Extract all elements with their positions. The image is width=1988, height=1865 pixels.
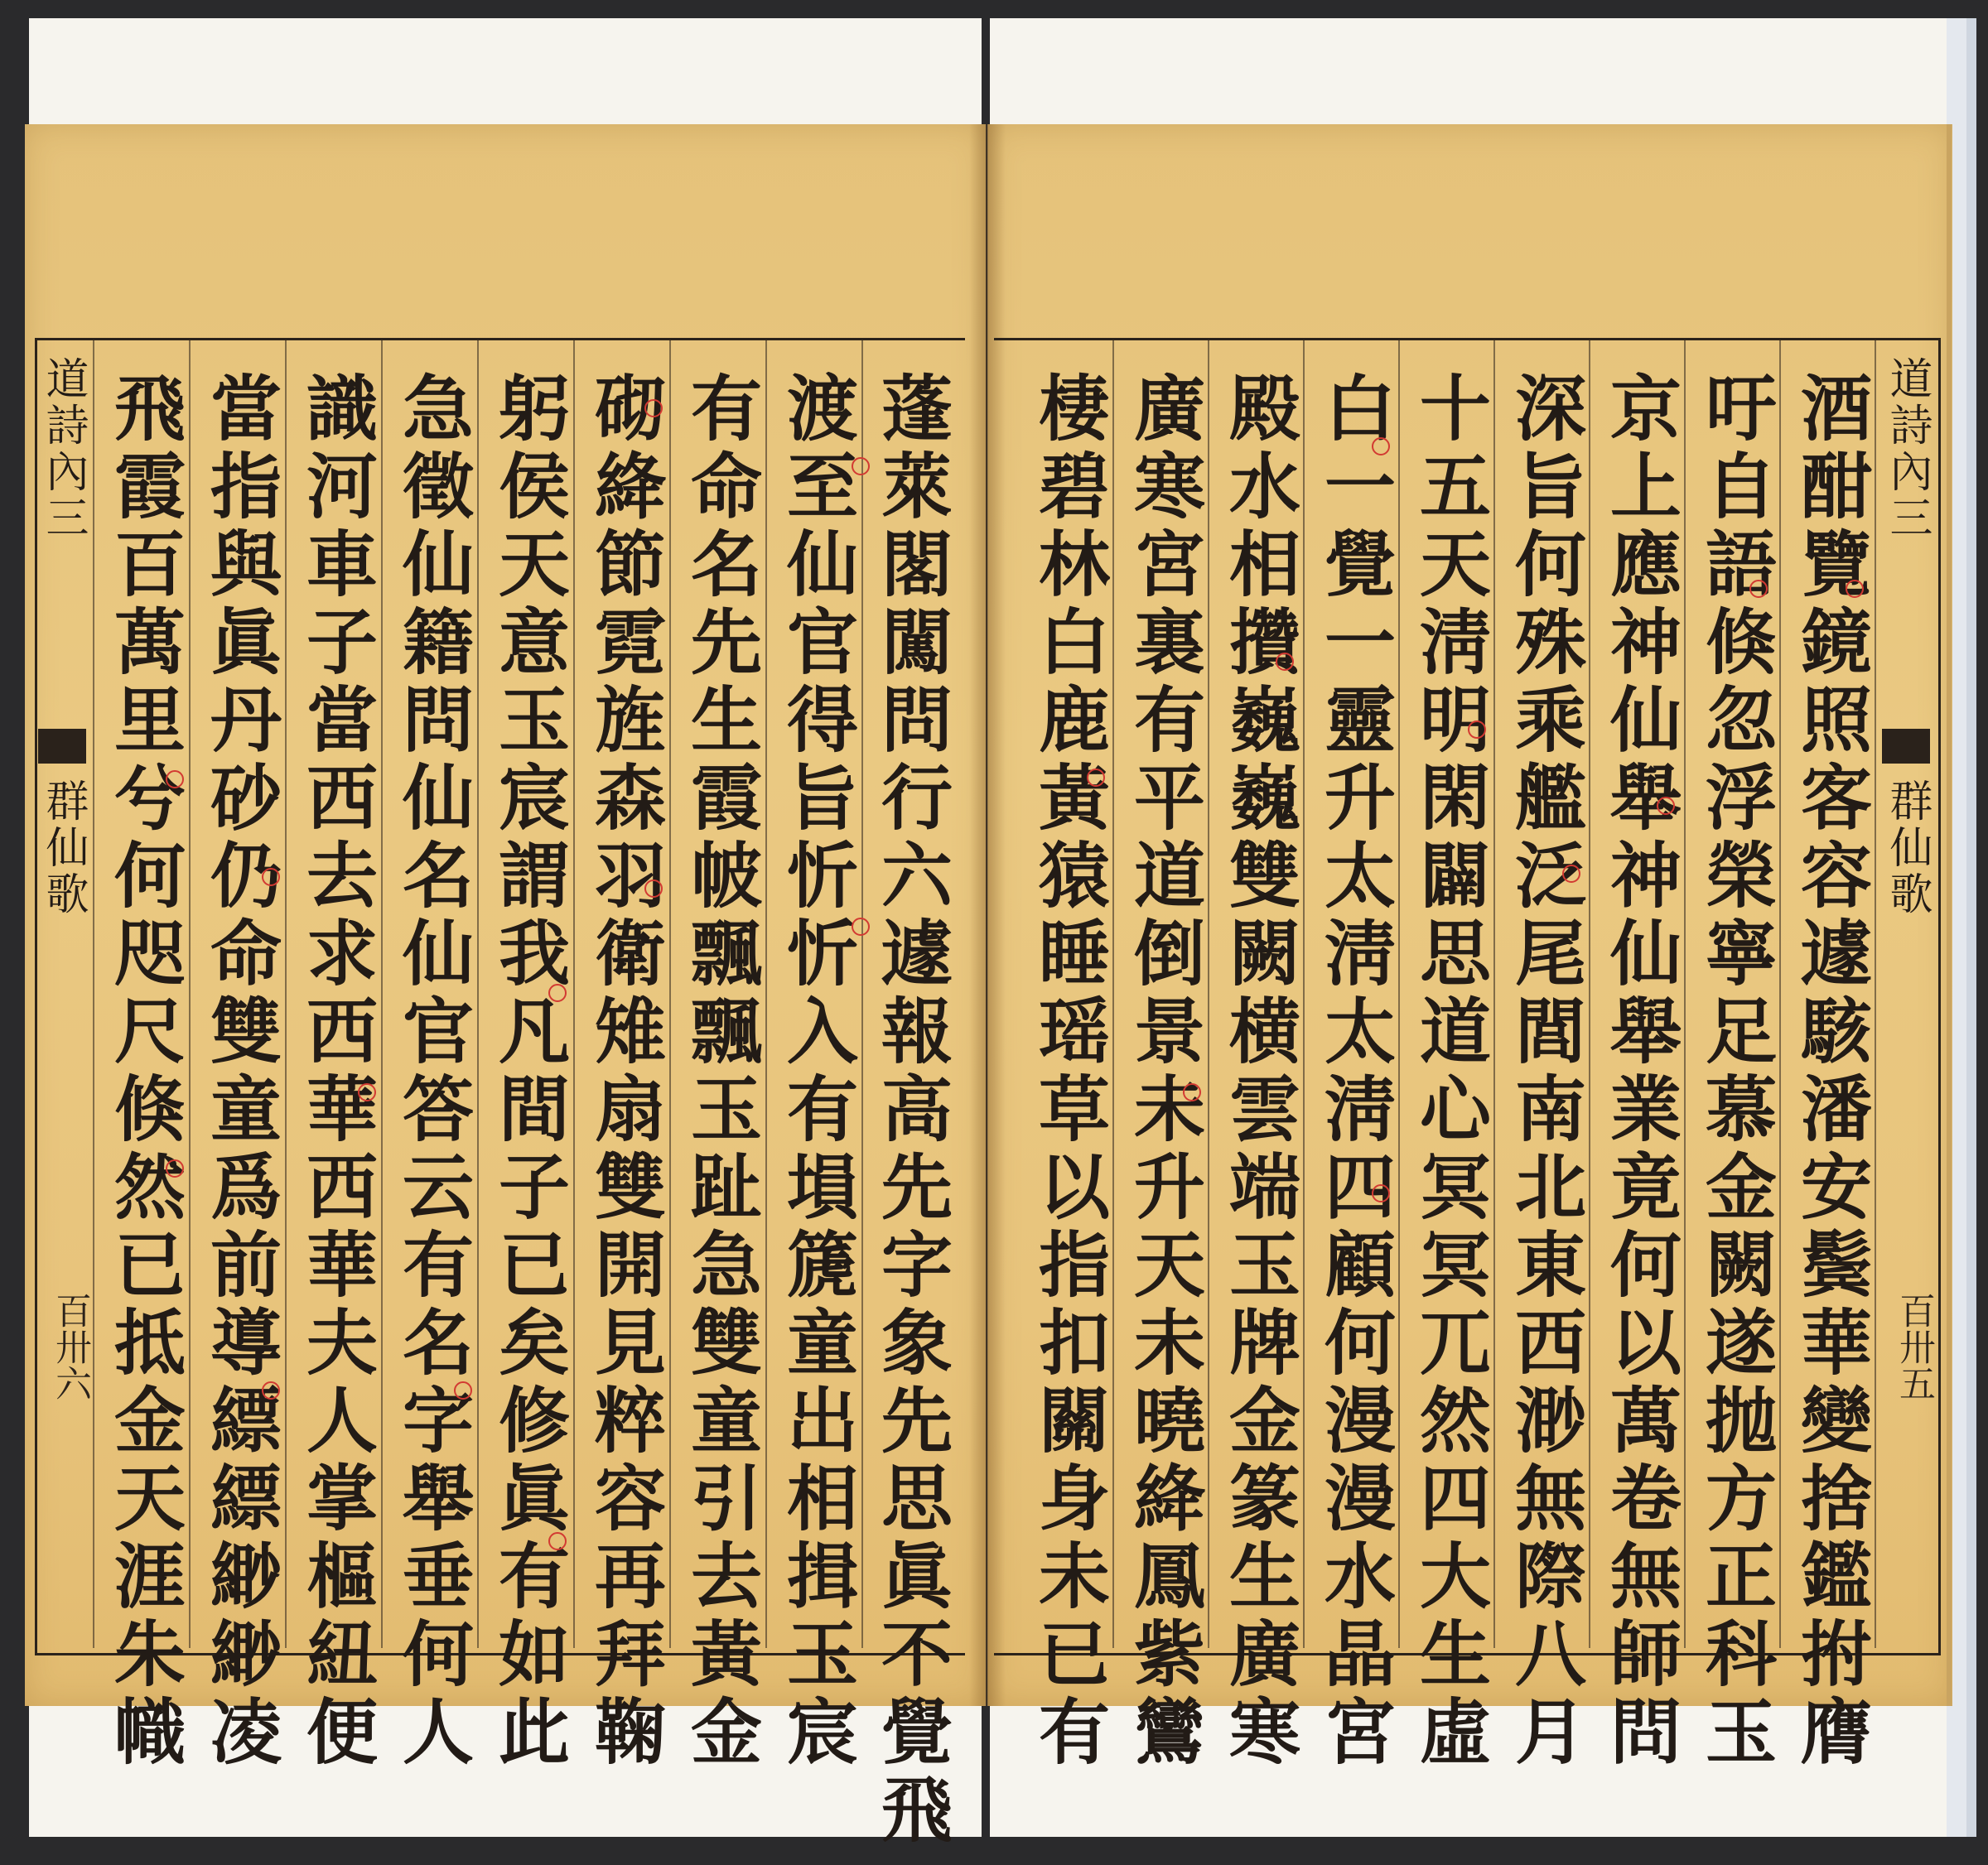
column-rule: [1112, 340, 1114, 1648]
punctuation-circle: [548, 984, 567, 1002]
left-column-6: [389, 371, 474, 1772]
column-rule: [1684, 340, 1686, 1648]
right-folio: 百卅五: [1893, 1292, 1935, 1401]
right-column-8: [1121, 371, 1205, 1772]
column-text: 當指與眞丹砂仍命雙童爲前導縹縹緲緲凌: [198, 371, 282, 1772]
punctuation-circle: [852, 457, 870, 475]
punctuation-circle: [1749, 580, 1768, 598]
column-text: 飛霞百萬里兮何咫尺倏然已抵金天涯朱幟: [102, 371, 186, 1772]
right-column-6: [1311, 371, 1396, 1772]
column-rule: [1303, 340, 1305, 1648]
right-column-1: [1788, 371, 1872, 1772]
column-text: 殿水相攢巍巍雙闕横雲端玉牌金篆生廣寒: [1217, 371, 1300, 1772]
column-text: 識河車子當西去求西華西華夫人掌樞紐便: [294, 371, 378, 1772]
left-column-8: [197, 371, 282, 1772]
column-text: 蓬萊閣闖問行六遽報高先字象先思眞不覺飛: [869, 371, 953, 1850]
column-text: 吁自語倏忽浮榮寧足慕金闕遂抛方正科玉: [1693, 371, 1777, 1772]
column-text: 廣寒宮裏有平道倒景未升天未曉絳鳳紫鸞: [1122, 371, 1205, 1772]
punctuation-circle: [852, 918, 870, 936]
left-folio: 百卅六: [49, 1292, 91, 1401]
punctuation-circle: [1087, 769, 1105, 787]
column-text: 白一覺一靈升太淸太淸四顧何漫漫水晶宮: [1312, 371, 1396, 1772]
left-banxin-title: 道詩內三: [38, 356, 88, 542]
column-rule: [1493, 340, 1495, 1648]
punctuation-circle: [1657, 797, 1675, 815]
page-edge-shadow: [1966, 18, 1976, 1837]
punctuation-circle: [1562, 865, 1580, 883]
right-column-9: [1025, 371, 1110, 1772]
right-column-3: [1597, 371, 1682, 1772]
column-text: 京上應神仙舉神仙舉業竟何以萬卷無師問: [1598, 371, 1682, 1772]
leaf-edge: [1947, 124, 1952, 1706]
punctuation-circle: [548, 1532, 567, 1550]
column-rule: [669, 340, 671, 1648]
right-column-5: [1407, 371, 1491, 1772]
column-rule: [1779, 340, 1781, 1648]
punctuation-circle: [454, 1381, 472, 1400]
punctuation-circle: [1468, 720, 1486, 739]
column-rule: [1398, 340, 1400, 1648]
column-rule: [765, 340, 767, 1648]
punctuation-circle: [644, 399, 663, 417]
left-column-9: [101, 371, 186, 1772]
right-column-4: [1502, 371, 1586, 1772]
column-rule: [189, 340, 191, 1648]
punctuation-circle: [1372, 437, 1390, 455]
punctuation-circle: [262, 868, 280, 886]
column-text: 砌絳節霓旌森羽衛雉扇雙開見粹容再拜鞠: [582, 371, 666, 1772]
punctuation-circle: [358, 1083, 376, 1101]
column-rule: [477, 340, 479, 1648]
punctuation-circle: [644, 879, 663, 898]
punctuation-circle: [1372, 1184, 1390, 1202]
punctuation-circle: [1846, 580, 1864, 598]
left-column-1: [868, 371, 953, 1850]
punctuation-circle: [166, 770, 184, 788]
punctuation-circle: [262, 1381, 280, 1400]
column-text: 十五天淸明閑闢思道心冥冥兀然四大生虛: [1407, 371, 1491, 1772]
punctuation-circle: [1183, 1083, 1201, 1101]
column-text: 深旨何殊乘艦泛尾閭南北東西渺無際八月: [1503, 371, 1586, 1772]
right-banxin: [1882, 340, 1935, 1648]
right-banxin-section: 群仙歌: [1882, 778, 1932, 918]
fishtail-mark: [38, 729, 86, 764]
column-text: 酒酣覽鏡照客容遽駭潘安鬓華變捨鑑拊膺: [1788, 371, 1872, 1772]
column-rule: [1875, 340, 1876, 1648]
column-rule: [93, 340, 94, 1648]
column-text: 棲碧林白鹿黃猿睡瑶草以指扣關身未已有: [1026, 371, 1110, 1772]
left-column-2: [774, 371, 858, 1772]
right-column-2: [1692, 371, 1777, 1772]
column-rule: [381, 340, 383, 1648]
column-rule: [1208, 340, 1209, 1648]
left-banxin-section: 群仙歌: [38, 778, 88, 918]
column-text: 躬侯天意玉宸謂我凡間子已矣修眞有如此: [486, 371, 570, 1772]
left-column-7: [293, 371, 378, 1772]
column-rule: [285, 340, 287, 1648]
column-rule: [1589, 340, 1590, 1648]
left-column-4: [581, 371, 666, 1772]
punctuation-circle: [166, 1159, 184, 1178]
left-column-3: [678, 371, 762, 1772]
column-text: 急徵仙籍問仙名仙官答云有名字舉垂何人: [390, 371, 474, 1772]
column-rule: [573, 340, 575, 1648]
right-column-7: [1216, 371, 1300, 1772]
column-text: 有命名先生霞帔飄飄玉趾急雙童引去黃金: [678, 371, 762, 1772]
column-text: 渡至仙官得旨忻忻入有塤篪童出相揖玉宸: [774, 371, 858, 1772]
right-banxin-title: 道詩內三: [1882, 356, 1932, 542]
column-rule: [861, 340, 863, 1648]
punctuation-circle: [1276, 653, 1294, 671]
left-banxin: [38, 340, 91, 1648]
fishtail-mark: [1882, 729, 1930, 764]
